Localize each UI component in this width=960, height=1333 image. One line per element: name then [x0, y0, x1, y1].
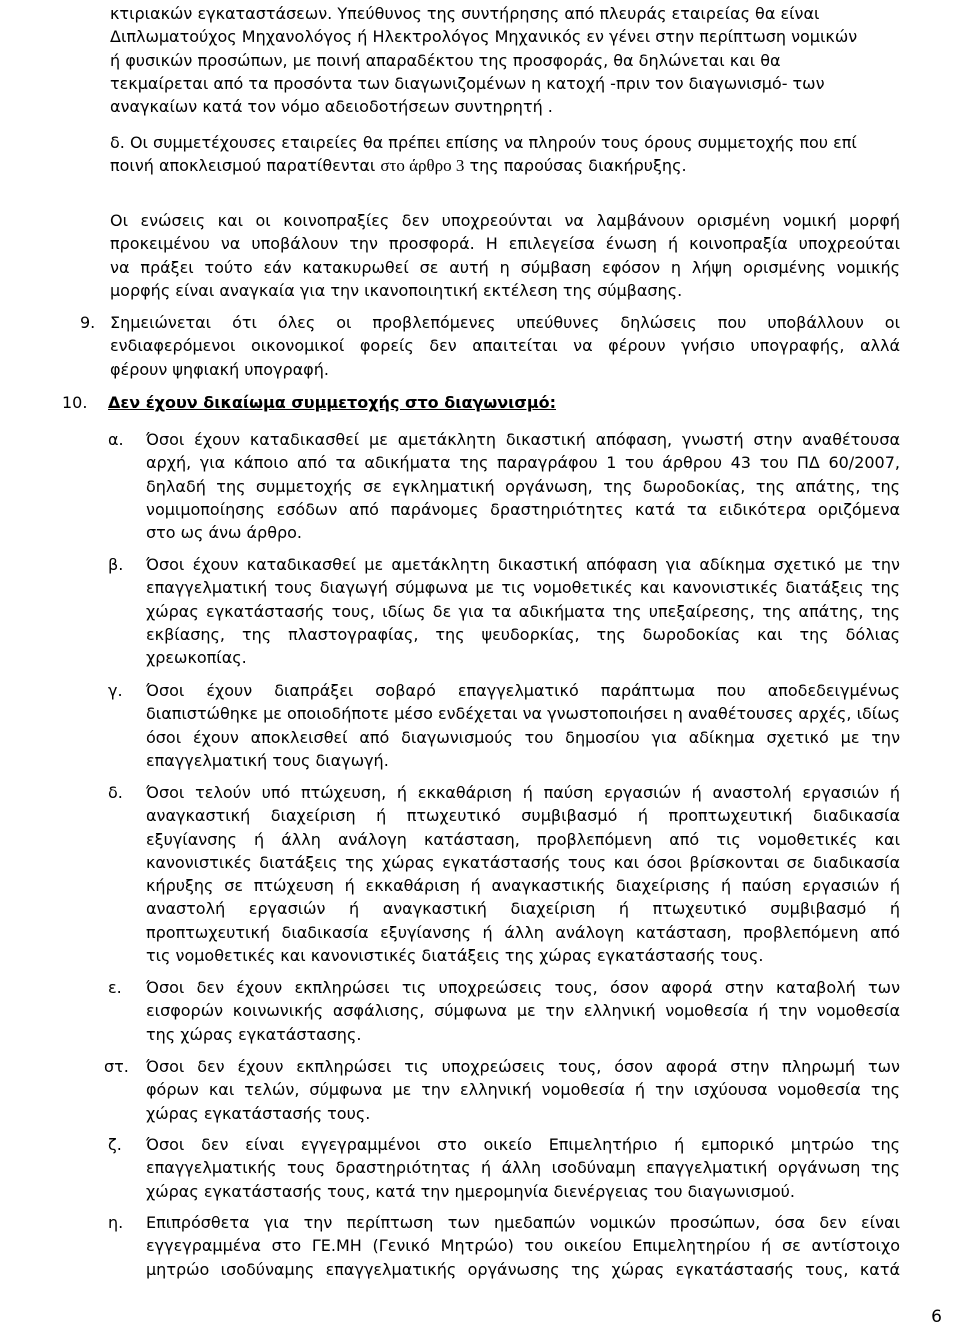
text-line: Οι ενώσεις και οι κοινοπραξίες δεν υποχρεούνται να λαμβάνουν ορισμένη νομική μορφή — [110, 211, 900, 230]
text-line: μορφής είναι αναγκαία για την ικανοποιητική εκτέλεση της σύμβασης. — [110, 280, 683, 300]
subitem-label: δ. — [108, 783, 123, 802]
article-reference: στο άρθρο 3 — [380, 156, 465, 176]
subitem-eta — [146, 1211, 900, 1281]
text-line: κήρυξης σε πτώχευση ή εκκαθάριση ή αναγκαστικής διαχείρισης ή παύση εργασιών ή — [146, 876, 900, 896]
item-number: 9. — [80, 313, 96, 332]
text-line: να πράξει τούτο εάν κατακυρωθεί σε αυτή η σύμβαση εφόσον η λήψη ορισμένης νομικής — [110, 257, 900, 277]
subitem-alpha — [146, 428, 900, 544]
text-line: αναγκαστική διαχείριση ή πτωχευτικό συμβιβασμό ή προπτωχευτική διαδικασία — [146, 806, 900, 826]
text-run: της παρούσας διακήρυξης. — [464, 156, 687, 176]
section-heading: Δεν έχουν δικαίωμα συμμετοχής στο διαγωνισμό: — [108, 393, 557, 412]
paragraph-unions — [110, 209, 900, 302]
text-line: εισφορών κοινωνικής ασφάλισης, σύμφωνα με την ελληνική νομοθεσία ή την νομοθεσία — [146, 1001, 900, 1021]
subitem-label: β. — [108, 555, 124, 574]
text-line: φέρουν ψηφιακή υπογραφή. — [110, 359, 329, 379]
text-line: κτιριακών εγκαταστάσεων. Υπεύθυνος της συντήρησης από πλευράς εταιρείας θα είναι — [110, 4, 820, 23]
subitem-label: α. — [108, 430, 124, 449]
text-line: Όσοι δεν είναι εγγεγραμμένοι στο οικείο Επιμελητήριο ή εμπορικό μητρώο της — [146, 1135, 900, 1154]
text-line: αναγκαίων κατά τον νόμο αδειοδοτήσεων συντηρητή . — [110, 97, 553, 117]
subitem-label: η. — [108, 1213, 124, 1232]
subitem-zeta — [146, 1133, 900, 1203]
subitem-epsilon — [146, 976, 900, 1046]
top-paragraph — [110, 2, 900, 118]
text-line: όσοι έχουν αποκλεισθεί από διαγωνισμούς του δημοσίου για αδίκημα σχετικό με την — [146, 727, 900, 747]
text-line: της χώρας εγκατάστασης. — [146, 1024, 362, 1044]
text-line: κανονιστικές διατάξεις της χώρας εγκατάστασής τους και όσοι βρίσκονται σε διαδικασία — [146, 852, 900, 872]
text-line: Επιπρόσθετα για την περίπτωση των ημεδαπών νομικών προσώπων, όσα δεν είναι — [146, 1213, 900, 1232]
text-line: Όσοι τελούν υπό πτώχευση, ή εκκαθάριση ή παύση εργασιών ή αναστολή εργασιών ή — [146, 783, 900, 802]
subitem-delta — [146, 781, 900, 967]
subitem-label: ε. — [108, 978, 122, 997]
text-line: αρχή, για κάποιο από τα αδικήματα της παραγράφου 1 του άρθρου 43 του ΠΔ 60/2007, — [146, 453, 900, 473]
text-line: εξυγίανσης ή άλλη ανάλογη κατάσταση, προβλεπόμενη από τις νομοθετικές και — [146, 829, 900, 849]
subitem-label: γ. — [108, 681, 123, 700]
text-line — [110, 154, 900, 177]
text-line: Όσοι έχουν καταδικασθεί με αμετάκλητη δικαστική απόφαση για αδίκημα σχετικό με την — [146, 555, 900, 574]
subitem-beta — [146, 553, 900, 669]
text-line: επαγγελματικής τους δραστηριότητας ή άλλη ισοδύναμη επαγγελματική οργάνωση της — [146, 1158, 900, 1178]
text-line: τεκμαίρεται από τα προσόντα των διαγωνιζομένων η κατοχή -πριν τον διαγωνισμό- των — [110, 73, 825, 93]
text-line: Σημειώνεται ότι όλες οι προβλεπόμενες υπεύθυνες δηλώσεις που υποβάλλουν οι — [110, 313, 900, 332]
text-line: Όσοι δεν έχουν εκπληρώσει τις υποχρεώσεις τους, όσον αφορά στην καταβολή των — [146, 978, 900, 997]
subitem-label: ζ. — [108, 1135, 122, 1154]
text-line: δ. Οι συμμετέχουσες εταιρείες θα πρέπει επίσης να πληρούν τους όρους συμμετοχής που επί — [110, 133, 857, 152]
text-line: μητρώο ισοδύναμης επαγγελματικής οργάνωσης της χώρας εγκατάστασής τους, κατά — [146, 1259, 900, 1279]
subitem-sigma-tau — [146, 1055, 900, 1125]
text-line: διαπιστώθηκε με οποιοδήποτε μέσο ενδέχεται να γνωστοποιήσει η αναθέτουσες αρχές, ιδίως — [146, 704, 900, 724]
text-line: χώρας εγκατάστασής τους, ιδίως δε για τα αδικήματα της υπεξαίρεσης, της απάτης, της — [146, 601, 900, 621]
text-line: εκβίασης, της πλαστογραφίας, της ψευδορκίας, της δωροδοκίας και της δόλιας — [146, 624, 900, 644]
item-number: 10. — [62, 393, 88, 412]
text-line: χώρας εγκατάστασής τους. — [146, 1103, 371, 1123]
text-line: νομιμοποίησης εσόδων από παράνομες δραστηριότητες κατά τα ειδικότερα οριζόμενα — [146, 499, 900, 519]
page-number: 6 — [931, 1307, 942, 1327]
text-line: χρεωκοπίας. — [146, 648, 247, 668]
text-line: ενδιαφερόμενοι οικονομικοί φορείς δεν απαιτείται να φέρουν γνήσιο υπογραφής, αλλά — [110, 336, 900, 356]
text-line: επαγγελματική τους διαγωγή σύμφωνα με τις νομοθετικές και κανονιστικές διατάξεις της — [146, 578, 900, 598]
text-run: ποινή αποκλεισμού παρατίθενται — [110, 156, 381, 176]
item-9-text — [110, 311, 900, 381]
text-line: Όσοι δεν έχουν εκπληρώσει τις υποχρεώσεις τους, όσον αφορά στην πληρωμή των — [146, 1057, 900, 1076]
text-line: προκειμένου να υποβάλουν την προσφορά. Η επιλεγείσα ένωση ή κοινοπραξία υποχρεούται — [110, 234, 900, 254]
text-line: αναστολή εργασιών ή αναγκαστική διαχείριση ή πτωχευτικό συμβιβασμό ή — [146, 899, 900, 919]
text-line: προπτωχευτική διαδικασία εξυγίανσης ή άλλη ανάλογη κατάσταση, προβλεπόμενη από — [146, 922, 900, 942]
text-line: φόρων και τελών, σύμφωνα με την ελληνική νομοθεσία ή την ισχύουσα νομοθεσία της — [146, 1080, 900, 1100]
text-line: Όσοι έχουν διαπράξει σοβαρό επαγγελματικό παράπτωμα που αποδεδειγμένως — [146, 681, 900, 700]
text-line: Όσοι έχουν καταδικασθεί με αμετάκλητη δικαστική απόφαση, γνωστή στην αναθέτουσα — [146, 430, 900, 449]
text-line: στο ως άνω άρθρο. — [146, 523, 303, 543]
text-line: εγγεγραμμένα στο ΓΕ.ΜΗ (Γενικό Μητρώο) του οικείου Επιμελητηρίου ή σε αντίστοιχο — [146, 1236, 900, 1256]
paragraph-delta — [110, 131, 900, 178]
text-line: τις νομοθετικές και κανονιστικές διατάξεις της χώρας εγκατάστασής τους. — [146, 946, 764, 966]
text-line: δηλαδή της συμμετοχής σε εγκληματική οργάνωση, της δωροδοκίας, της απάτης, της — [146, 476, 900, 496]
subitem-label: στ. — [104, 1057, 129, 1076]
subitem-gamma — [146, 679, 900, 772]
text-line: χώρας εγκατάστασής τους, κατά την ημερομηνία διενέργειας του διαγωνισμού. — [146, 1181, 796, 1201]
text-line: ή φυσικών προσώπων, με ποινή απαραδέκτου της προσφοράς, θα δηλώνεται και θα — [110, 50, 781, 70]
text-line: Διπλωματούχος Μηχανολόγος ή Ηλεκτρολόγος Μηχανικός εν γένει στην περίπτωση νομικών — [110, 27, 858, 47]
text-line: επαγγελματική τους διαγωγή. — [146, 750, 389, 770]
